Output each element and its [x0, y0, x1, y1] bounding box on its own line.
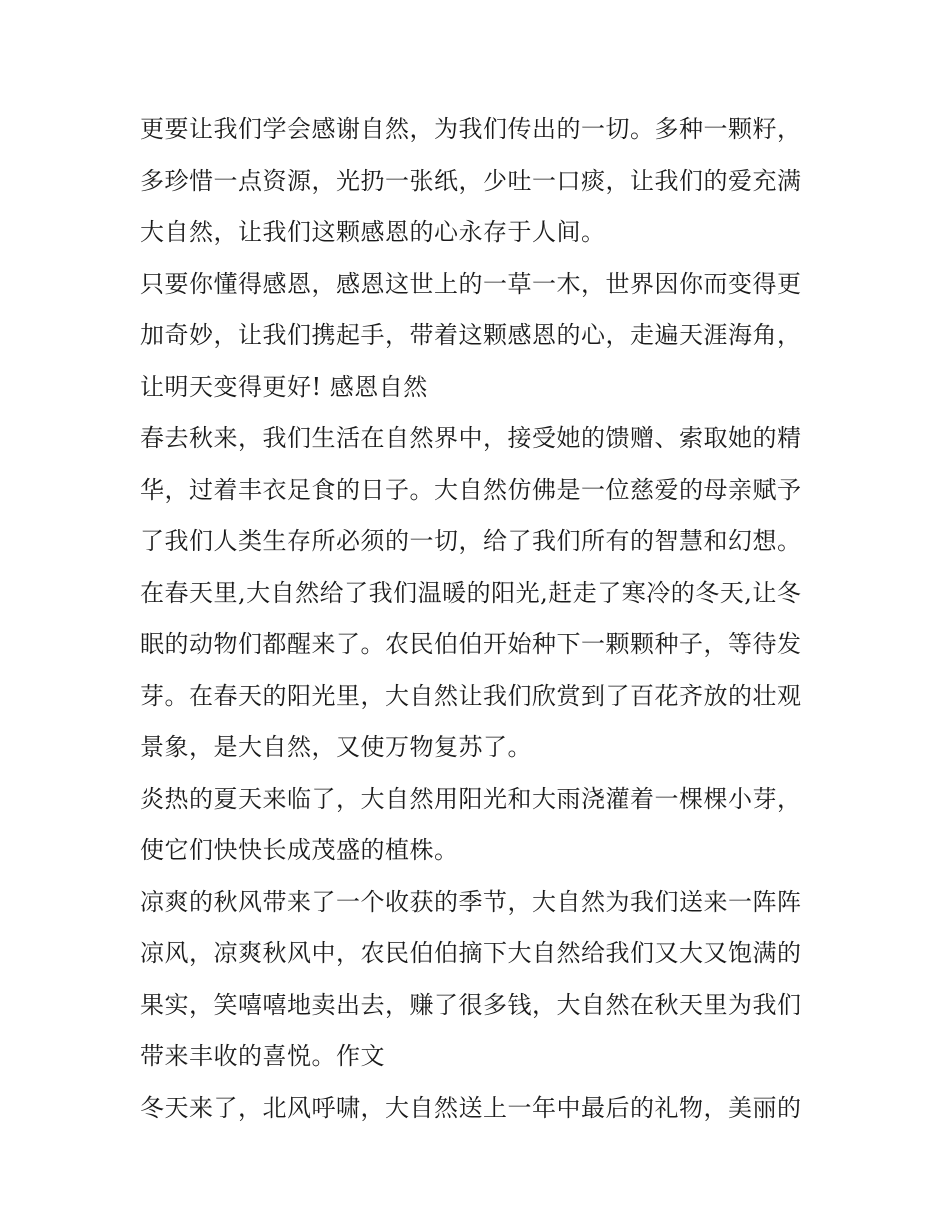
text-line: 更要让我们学会感谢自然，为我们传出的一切。多种一颗籽，: [140, 115, 802, 143]
text-line: 冬天来了，北风呼啸，大自然送上一年中最后的礼物，美丽的: [140, 1093, 802, 1122]
text-line: 带来丰收的喜悦。作文: [140, 1042, 385, 1070]
text-line: 了我们人类生存所必须的一切，给了我们所有的智慧和幻想。: [140, 527, 802, 555]
text-line: 大自然，让我们这颗感恩的心永存于人间。: [140, 218, 606, 246]
text-line: 只要你懂得感恩，感恩这世上的一草一木，世界因你而变得更: [140, 269, 802, 298]
text-line: 在春天里,大自然给了我们温暖的阳光,赶走了寒冷的冬天,让冬: [140, 578, 802, 607]
text-line: 使它们快快长成茂盛的植株。: [140, 836, 459, 864]
text-line: 芽。在春天的阳光里，大自然让我们欣赏到了百花齐放的壮观: [140, 681, 802, 710]
text-line: 多珍惜一点资源，光扔一张纸，少吐一口痰，让我们的爱充满: [140, 166, 802, 195]
document-body: [140, 104, 820, 1134]
text-line: 凉风，凉爽秋风中，农民伯伯摘下大自然给我们又大又饱满的: [140, 939, 802, 967]
text-line: 果实，笑嘻嘻地卖出去，赚了很多钱，大自然在秋天里为我们: [140, 990, 802, 1019]
text-line: 加奇妙，让我们携起手，带着这颗感恩的心，走遍天涯海角，: [140, 321, 802, 349]
text-line: 凉爽的秋风带来了一个收获的季节，大自然为我们送来一阵阵: [140, 887, 802, 916]
text-line: 景象，是大自然，又使万物复苏了。: [140, 733, 532, 761]
text-line: 让明天变得更好! 感恩自然: [140, 372, 428, 401]
text-line: 炎热的夏天来临了，大自然用阳光和大雨浇灌着一棵棵小芽，: [140, 784, 802, 813]
text-line: 华，过着丰衣足食的日子。大自然仿佛是一位慈爱的母亲赋予: [140, 475, 802, 504]
text-line: 眠的动物们都醒来了。农民伯伯开始种下一颗颗种子，等待发: [140, 630, 802, 658]
text-line: 春去秋来，我们生活在自然界中，接受她的馈赠、索取她的精: [140, 424, 802, 452]
